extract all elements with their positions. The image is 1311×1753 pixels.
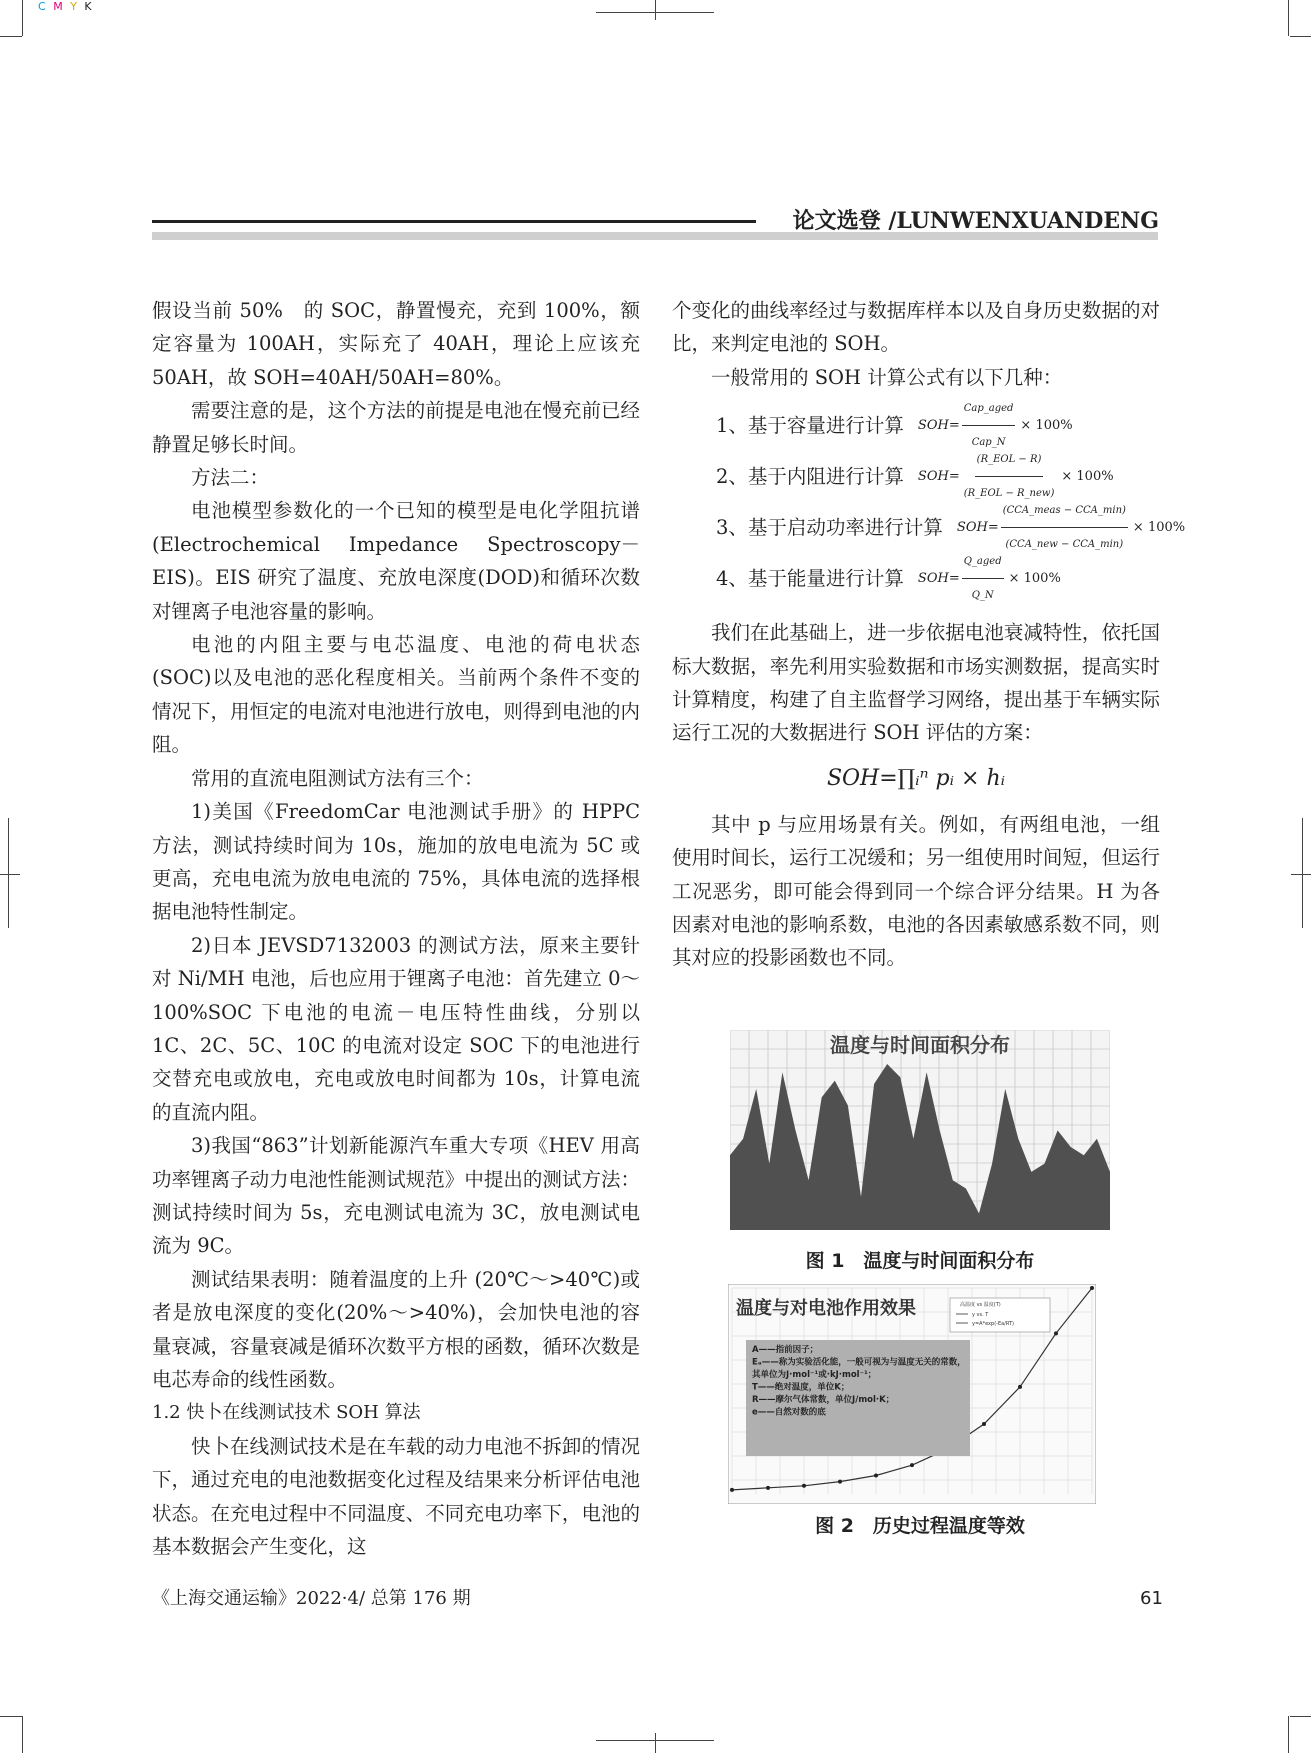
main-formula: SOH=∏ᵢⁿ pᵢ × hᵢ (826, 765, 1006, 791)
formulas-intro: 一般常用的 SOH 计算公式有以下几种： (711, 365, 1063, 389)
paragraph: 个变化的曲线率经过与数据库样本以及自身历史数据的对比，来判定电池的 SOH。 (672, 299, 1160, 356)
formula-numerator: Cap_aged (962, 392, 1016, 426)
paragraph: 方法二： (191, 466, 270, 490)
crop-mark (0, 36, 22, 37)
formula-row (672, 502, 1186, 553)
formula-denominator: Q_N (971, 590, 994, 602)
crop-mark (1288, 1716, 1289, 1753)
formula-lhs: SOH= (917, 571, 960, 587)
paragraph: 2)日本 JEVSD7132003 的测试方法，原来主要针对 Ni/MH 电池，后也应用于锂离子电池：首先建立 0～100%SOC 下电池的电流－电压特性曲线，分别以 1C、2C、5C、10C 的电流对设定 SOC 下的电池进行交替充电或放电，充电或放电时间都为 10s，计算电流的直流内阻。 (152, 933, 640, 1124)
formula-numerator: Q_aged (962, 545, 1004, 579)
journal-citation: 《上海交通运输》2022·4/ 总第 176 期 (152, 1588, 471, 1609)
formula-rhs: × 100% (1008, 571, 1061, 587)
paragraph: 电池模型参数化的一个已知的模型是电化学阻抗谱 (Electrochemical Impedance Spectroscopy－EIS)。EIS 研究了温度、充放电深度(DOD)和循环次数对锂离子电池容量的影响。 (152, 499, 640, 623)
reg-m: M (53, 0, 65, 13)
paragraph: 假设当前 50% 的 SOC，静置慢充，充到 100%，额定容量为 100AH，实际充了 40AH，理论上应该充 50AH，故 SOH=40AH/50AH=80%。 (152, 299, 640, 389)
paragraph: 我们在此基础上，进一步依据电池衰减特性，依托国标大数据，率先利用实验数据和市场实测数据，提高实时计算精度，构建了自主监督学习网络，提出基于车辆实际运行工况的大数据进行 SOH 评估的方案： (672, 621, 1160, 745)
figure2-chart (728, 1284, 1096, 1504)
formula-denominator: Cap_N (971, 437, 1006, 449)
formula-label: 1、基于容量进行计算 (716, 414, 904, 438)
paragraph: 常用的直流电阻测试方法有三个： (191, 766, 484, 790)
reg-k: K (84, 0, 94, 13)
chart-title: 温度与时间面积分布 (830, 1033, 1010, 1057)
formula-lhs: SOH= (917, 418, 960, 434)
crop-mark (1288, 0, 1289, 36)
paragraph: 测试结果表明：随着温度的上升 (20℃～>40℃)或者是放电深度的变化(20%～>40%)，会加快电池的容量衰减，容量衰减是循环次数平方根的函数，循环次数是电芯寿命的线性函数。 (152, 1267, 640, 1391)
annotation-line: Eₐ——称为实验活化能，一般可视为与温度无关的常数， (752, 1357, 966, 1368)
figure2-caption: 图 2 历史过程温度等效 (815, 1515, 1025, 1537)
section-header: 论文选登 /LUNWENXUANDENG (792, 208, 1159, 234)
formula-numerator: (R_EOL − R) (975, 443, 1044, 477)
left-column (152, 294, 640, 1563)
legend-entry: y vs. T (972, 1312, 989, 1318)
paragraph: 电池的内阻主要与电芯温度、电池的荷电状态(SOC)以及电池的恶化程度相关。当前两个条件不变的情况下，用恒定的电流对电池进行放电，则得到电池的内阻。 (152, 633, 640, 757)
formula-label: 2、基于内阻进行计算 (716, 465, 904, 489)
data-point (1018, 1385, 1022, 1389)
annotation-line: R——摩尔气体常数，单位J/mol·K； (752, 1395, 895, 1405)
data-point (802, 1484, 806, 1488)
crop-mark (22, 0, 23, 36)
right-column (672, 294, 1186, 975)
annotation-line: 其单位为J·mol⁻¹或·kJ·mol⁻¹； (752, 1370, 877, 1380)
reg-y: Y (70, 0, 79, 13)
section-heading: 1.2 快卜在线测试技术 SOH 算法 (152, 1402, 421, 1424)
formula-rhs: × 100% (1020, 418, 1073, 434)
header-rule (152, 220, 756, 223)
paragraph: 3)我国“863”计划新能源汽车重大专项《HEV 用高功率锂离子动力电池性能测试规范》中提出的测试方法：测试持续时间为 5s，充电测试电流为 3C，放电测试电流为 9C。 (152, 1134, 640, 1258)
data-point (766, 1486, 770, 1490)
paragraph: 快卜在线测试技术是在车载的动力电池不拆卸的情况下，通过充电的电池数据变化过程及结果来分析评估电池状态。在充电过程中不同温度、不同充电功率下，电池的基本数据会产生变化，这 (152, 1434, 640, 1559)
formula-label: 4、基于能量进行计算 (716, 567, 904, 591)
paragraph: 需要注意的是，这个方法的前提是电池在慢充前已经静置足够长时间。 (152, 399, 640, 456)
formula-label: 3、基于启动功率进行计算 (716, 516, 943, 540)
crop-mark (0, 874, 20, 875)
formula-lhs: SOH= (956, 520, 999, 536)
formula-fraction (962, 545, 1004, 613)
formula-lhs: SOH= (917, 469, 960, 485)
crop-mark (0, 1716, 22, 1717)
formula-denominator: (R_EOL − R_new) (963, 488, 1055, 500)
paragraph: 1)美国《FreedomCar 电池测试手册》的 HPPC 方法，测试持续时间为 10s，施加的放电电流为 5C 或更高，充电电流为放电电流的 75%，具体电流的选择根据电池特性制定。 (152, 800, 640, 924)
crop-mark (655, 0, 656, 20)
page-number: 61 (1140, 1588, 1163, 1609)
reg-c: C (38, 0, 48, 13)
crop-mark (1290, 1716, 1311, 1717)
formula-rhs: × 100% (1132, 520, 1186, 536)
data-point (838, 1480, 842, 1484)
chart-title: 温度与对电池作用效果 (736, 1298, 916, 1319)
legend-entry: y=A*exp(-Ea/RT) (972, 1321, 1014, 1327)
figure1-chart (730, 1030, 1110, 1230)
figure1-caption: 图 1 温度与时间面积分布 (805, 1250, 1035, 1272)
crop-mark (1290, 36, 1311, 37)
data-point (1090, 1286, 1094, 1290)
crop-mark (22, 1716, 23, 1753)
crop-mark (655, 1733, 656, 1753)
formula-list (672, 400, 1186, 604)
data-point (910, 1463, 914, 1467)
data-point (1054, 1331, 1058, 1335)
crop-mark (1302, 818, 1303, 928)
annotation-line: T——绝对温度，单位K； (752, 1382, 850, 1393)
annotation-line: A——指前因子； (752, 1345, 819, 1355)
formula-expression (918, 545, 1061, 613)
annotation-line: e——自然对数的底 (752, 1407, 826, 1418)
color-registration-bar (38, 0, 94, 13)
formula-rhs: × 100% (1061, 469, 1114, 485)
data-point (874, 1473, 878, 1477)
crop-mark (8, 818, 9, 928)
paragraph: 其中 p 与应用场景有关。例如，有两组电池，一组使用时间长，运行工况缓和；另一组使用时间短，但运行工况恶劣，即可能会得到同一个综合评分结果。H 为各因素对电池的影响系数，电池的各因素敏感系数不同，则其对应的投影函数也不同。 (672, 812, 1160, 970)
formula-numerator: (CCA_meas − CCA_min) (1001, 494, 1128, 528)
formula-denominator: (CCA_new − CCA_min) (1005, 539, 1124, 551)
data-point (730, 1488, 734, 1492)
crop-mark (1291, 874, 1311, 875)
legend-title: 高温度 vs 温度(T) (960, 1302, 1001, 1308)
data-point (982, 1422, 986, 1426)
